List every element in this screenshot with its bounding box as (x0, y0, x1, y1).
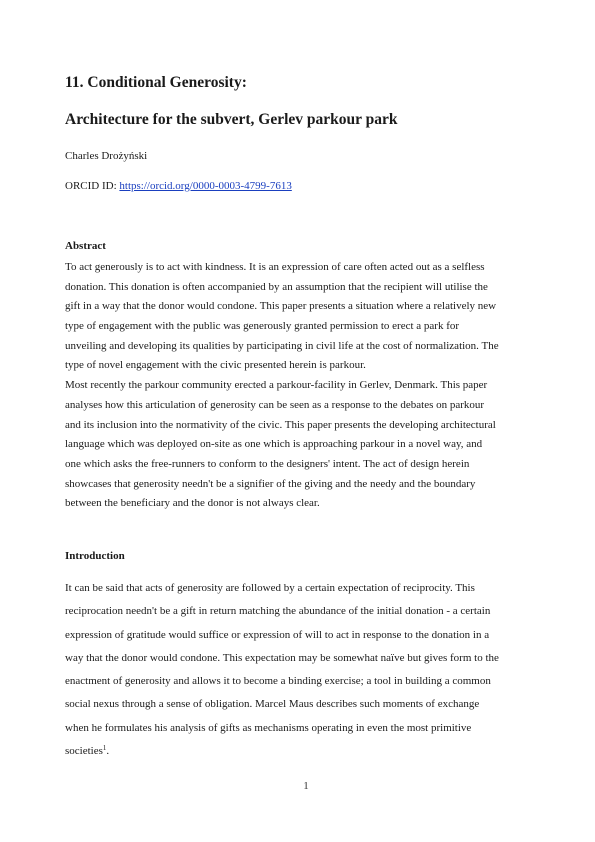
abstract-line: language which was deployed on-site as one which is approaching parkour in a novel way, and (65, 438, 483, 451)
abstract-line: To act generously is to act with kindness. It is an expression of care often acted out as a selfless (65, 261, 485, 273)
author-name: Charles Drożyński (65, 150, 148, 162)
intro-line: enactment of generosity and allows it to become a binding exercise; a tool in building a common (65, 675, 491, 688)
abstract-line: and its inclusion into the normativity of the civic. This paper presents the developing architectural (65, 418, 496, 431)
intro-last-line-end: . (106, 745, 110, 758)
page-number: 1 (303, 780, 309, 792)
intro-line: way that the donor would condone. This expectation may be somewhat naïve but gives form to the (65, 651, 499, 664)
chapter-title: 11. Conditional Generosity: (65, 74, 247, 91)
intro-line: It can be said that acts of generosity are followed by a certain expectation of reciprocity. This (65, 582, 475, 594)
orcid-line (65, 180, 292, 192)
abstract-line: Most recently the parkour community erected a parkour-facility in Gerlev, Denmark. This paper (65, 379, 488, 392)
abstract-body (65, 258, 545, 514)
abstract-line: unveiling and developing its qualities by participating in civil life at the cost of normalization. The (65, 339, 499, 352)
introduction-body (65, 577, 545, 763)
abstract-line: showcases that generosity needn't be a signifier of the giving and the needy and the boundary (65, 477, 476, 490)
intro-last-line (65, 740, 545, 763)
orcid-link[interactable]: https://orcid.org/0000-0003-4799-7613 (119, 180, 292, 192)
paper-subtitle: Architecture for the subvert, Gerlev parkour park (65, 111, 398, 128)
intro-line: expression of gratitude would suffice or expression of will to act in response to the donation in a (65, 628, 490, 641)
abstract-line: between the beneficiary and the donor is not always clear. (65, 497, 320, 510)
abstract-line: gift in a way that the donor would condone. This paper presents a situation where a relatively new (65, 300, 497, 313)
intro-line: reciprocation needn't be a gift in return matching the abundance of the initial donation - a certain (65, 605, 491, 618)
abstract-heading: Abstract (65, 240, 106, 252)
intro-line: social nexus through a sense of obligation. Marcel Maus describes such moments of exchange (65, 698, 480, 711)
footnote-marker[interactable]: 1 (102, 744, 107, 753)
abstract-line: analyses how this articulation of generosity can be seen as a response to the debates on parkour (65, 398, 485, 411)
intro-last-line-text: societies (65, 745, 103, 758)
abstract-line: one which asks the free-runners to conform to the designers' intent. The act of design herein (65, 457, 470, 470)
intro-line: when he formulates his analysis of gifts as mechanisms operating in even the most primitive (65, 721, 472, 734)
orcid-label: ORCID ID: (65, 180, 120, 192)
abstract-line: type of novel engagement with the civic presented herein is parkour. (65, 359, 366, 372)
abstract-line: type of engagement with the public was generously granted permission to erect a park for (65, 320, 460, 333)
introduction-heading: Introduction (65, 550, 125, 562)
abstract-line: donation. This donation is often accompanied by an assumption that the recipient will utilise the (65, 280, 488, 293)
